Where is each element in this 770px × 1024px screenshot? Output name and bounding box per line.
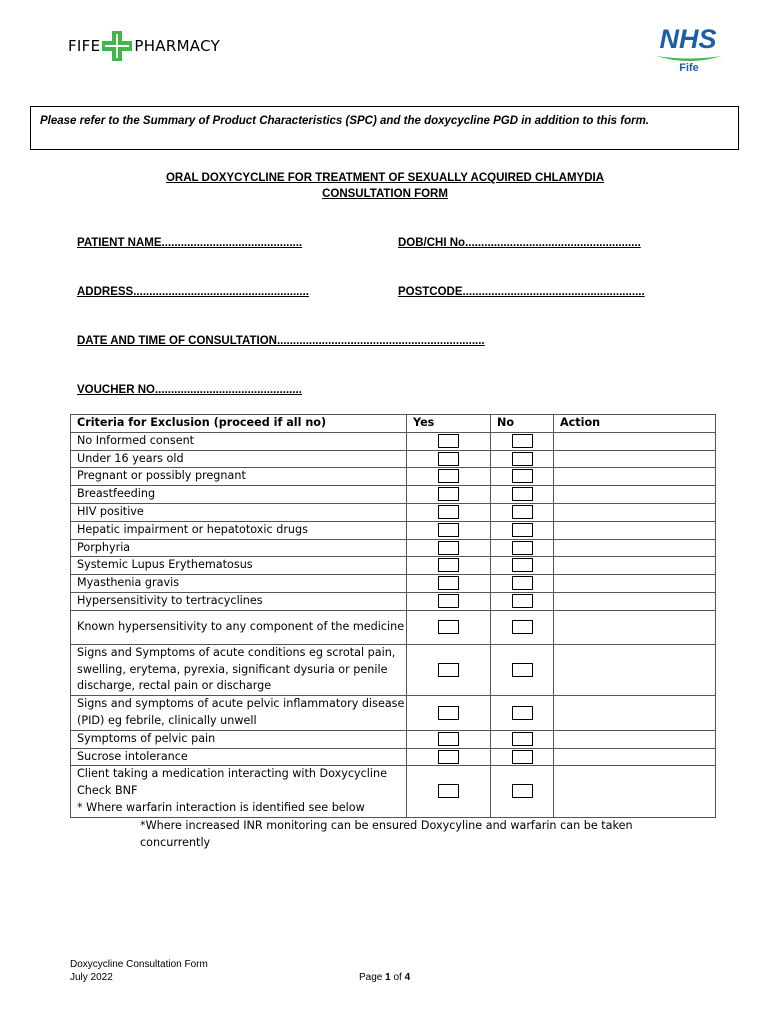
table-row: [71, 503, 716, 521]
no-checkbox[interactable]: [512, 732, 533, 746]
criteria-cell: Porphyria: [71, 539, 407, 557]
table-row: [71, 748, 716, 766]
criteria-cell: Sucrose intolerance: [71, 748, 407, 766]
criteria-cell: Hypersensitivity to tertracyclines: [71, 592, 407, 610]
no-checkbox[interactable]: [512, 541, 533, 555]
criteria-cell: No Informed consent: [71, 432, 407, 450]
footer-doc-title: Doxycycline Consultation Form: [70, 959, 208, 970]
criteria-cell: Hepatic impairment or hepatotoxic drugs: [71, 521, 407, 539]
action-cell[interactable]: [554, 557, 716, 575]
table-row: [71, 468, 716, 486]
criteria-cell: Symptoms of pelvic pain: [71, 730, 407, 748]
no-checkbox[interactable]: [512, 663, 533, 677]
table-row: [71, 486, 716, 504]
yes-checkbox[interactable]: [438, 706, 459, 720]
yes-checkbox[interactable]: [438, 732, 459, 746]
criteria-cell: HIV positive: [71, 503, 407, 521]
yes-checkbox[interactable]: [438, 620, 459, 634]
table-row: [71, 696, 716, 731]
yes-checkbox[interactable]: [438, 663, 459, 677]
warfarin-note: *Where increased INR monitoring can be ensured Doxycyline and warfarin can be taken concurrently: [140, 819, 633, 849]
yes-header: Yes: [407, 415, 491, 433]
table-header-row: [71, 415, 716, 433]
criteria-cell: Myasthenia gravis: [71, 575, 407, 593]
yes-checkbox[interactable]: [438, 594, 459, 608]
no-header: No: [491, 415, 554, 433]
action-cell[interactable]: [554, 748, 716, 766]
criteria-cell: Systemic Lupus Erythematosus: [71, 557, 407, 575]
no-checkbox[interactable]: [512, 487, 533, 501]
yes-checkbox[interactable]: [438, 434, 459, 448]
patient-name-field[interactable]: PATIENT NAME............................................: [77, 237, 303, 249]
no-checkbox[interactable]: [512, 434, 533, 448]
green-cross-icon: [102, 31, 132, 61]
action-cell[interactable]: [554, 503, 716, 521]
no-checkbox[interactable]: [512, 750, 533, 764]
table-row: [71, 432, 716, 450]
action-cell[interactable]: [554, 521, 716, 539]
nhs-logo-sub: Fife: [679, 62, 699, 74]
action-cell[interactable]: [554, 468, 716, 486]
yes-checkbox[interactable]: [438, 576, 459, 590]
action-cell[interactable]: [554, 730, 716, 748]
action-cell[interactable]: [554, 766, 716, 817]
footer-date: July 2022: [70, 972, 113, 983]
yes-checkbox[interactable]: [438, 469, 459, 483]
criteria-cell: Pregnant or possibly pregnant: [71, 468, 407, 486]
action-cell[interactable]: [554, 610, 716, 644]
action-cell[interactable]: [554, 696, 716, 731]
footer-page-number: [359, 972, 410, 983]
action-cell[interactable]: [554, 592, 716, 610]
yes-checkbox[interactable]: [438, 750, 459, 764]
no-checkbox[interactable]: [512, 452, 533, 466]
yes-checkbox[interactable]: [438, 541, 459, 555]
pharmacy-logo-left: FIFE: [68, 37, 101, 55]
page-total: 4: [404, 972, 411, 983]
fife-pharmacy-logo: [68, 32, 220, 60]
spc-notice-text: Please refer to the Summary of Product Characteristics (SPC) and the doxycycline PGD in addition to this form.: [40, 115, 649, 127]
table-row: [71, 450, 716, 468]
criteria-cell: Breastfeeding: [71, 486, 407, 504]
form-title-line2: CONSULTATION FORM: [322, 188, 448, 200]
action-cell[interactable]: [554, 432, 716, 450]
criteria-header: Criteria for Exclusion (proceed if all no): [71, 415, 407, 433]
spc-notice-box: [30, 106, 739, 150]
no-checkbox[interactable]: [512, 469, 533, 483]
criteria-cell: Known hypersensitivity to any component of the medicine: [71, 610, 407, 644]
yes-checkbox[interactable]: [438, 487, 459, 501]
no-checkbox[interactable]: [512, 706, 533, 720]
criteria-cell: Signs and Symptoms of acute conditions eg scrotal pain, swelling, erytema, pyrexia, significant dysuria or penile discharge, rectal pain or discharge: [71, 644, 407, 695]
table-row: [71, 592, 716, 610]
form-title-line1: ORAL DOXYCYCLINE FOR TREATMENT OF SEXUALLY ACQUIRED CHLAMYDIA: [165, 172, 605, 184]
action-cell[interactable]: [554, 486, 716, 504]
address-field[interactable]: ADDRESS.......................................................: [77, 286, 309, 298]
table-row: [71, 644, 716, 695]
page-num: 1: [385, 972, 391, 983]
dob-chi-field[interactable]: DOB/CHI No.......................................................: [398, 237, 641, 249]
voucher-number-field[interactable]: VOUCHER NO..............................................: [77, 384, 302, 396]
table-row: [71, 521, 716, 539]
no-checkbox[interactable]: [512, 620, 533, 634]
criteria-cell: Client taking a medication interacting with Doxycycline Check BNF * Where warfarin interaction is identified see below: [71, 766, 407, 817]
yes-checkbox[interactable]: [438, 505, 459, 519]
yes-checkbox[interactable]: [438, 452, 459, 466]
no-checkbox[interactable]: [512, 576, 533, 590]
table-row: [71, 575, 716, 593]
criteria-cell: Under 16 years old: [71, 450, 407, 468]
no-checkbox[interactable]: [512, 594, 533, 608]
consultation-datetime-field[interactable]: DATE AND TIME OF CONSULTATION.................................................................: [77, 335, 485, 347]
table-row: [71, 539, 716, 557]
yes-checkbox[interactable]: [438, 558, 459, 572]
table-row: [71, 766, 716, 817]
criteria-cell: Signs and symptoms of acute pelvic inflammatory disease (PID) eg febrile, clinically unwell: [71, 696, 407, 731]
page-mid: of: [390, 972, 405, 983]
page-prefix: Page: [359, 972, 386, 983]
nhs-logo-text: NHS: [659, 24, 717, 54]
postcode-field[interactable]: POSTCODE.........................................................: [398, 286, 645, 298]
no-checkbox[interactable]: [512, 523, 533, 537]
table-row: [71, 730, 716, 748]
action-cell[interactable]: [554, 575, 716, 593]
nhs-fife-logo: [648, 24, 730, 78]
action-cell[interactable]: [554, 644, 716, 695]
exclusion-criteria-table: [70, 414, 716, 818]
action-cell[interactable]: [554, 450, 716, 468]
pharmacy-logo-right: PHARMACY: [134, 37, 221, 55]
action-cell[interactable]: [554, 539, 716, 557]
no-checkbox[interactable]: [512, 505, 533, 519]
yes-checkbox[interactable]: [438, 784, 459, 798]
no-checkbox[interactable]: [512, 784, 533, 798]
table-row: [71, 610, 716, 644]
yes-checkbox[interactable]: [438, 523, 459, 537]
action-header: Action: [554, 415, 716, 433]
table-row: [71, 557, 716, 575]
no-checkbox[interactable]: [512, 558, 533, 572]
